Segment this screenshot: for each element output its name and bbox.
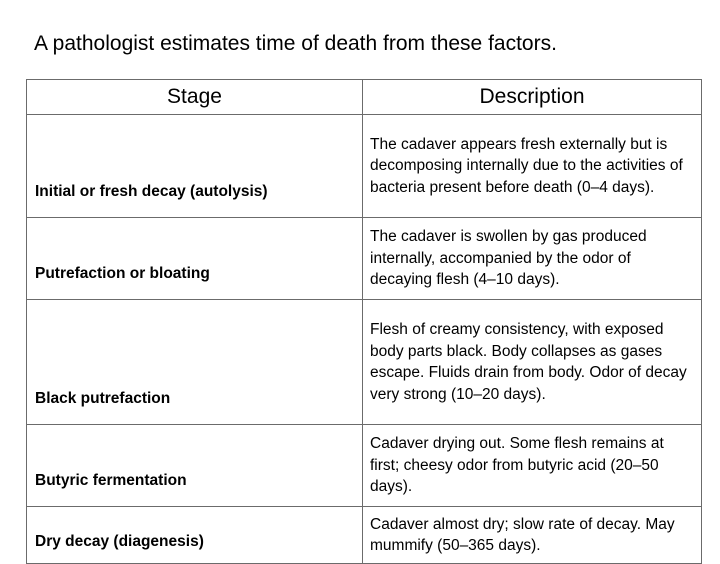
stage-cell: Initial or fresh decay (autolysis) <box>27 115 363 218</box>
table-header-row <box>27 80 702 115</box>
table-row <box>27 218 702 300</box>
column-header-description: Description <box>363 80 702 115</box>
table-row <box>27 115 702 218</box>
table-row <box>27 425 702 507</box>
table-row <box>27 300 702 425</box>
table-row <box>27 507 702 564</box>
stage-cell: Black putrefaction <box>27 300 363 425</box>
description-cell: Cadaver almost dry; slow rate of decay. May mummify (50–365 days). <box>363 507 702 564</box>
column-header-stage: Stage <box>27 80 363 115</box>
stage-cell: Dry decay (diagenesis) <box>27 507 363 564</box>
stage-cell: Putrefaction or bloating <box>27 218 363 300</box>
description-cell: Cadaver drying out. Some flesh remains at first; cheesy odor from butyric acid (20–50 days). <box>363 425 702 507</box>
decomposition-stages-table <box>26 79 702 564</box>
stage-cell: Butyric fermentation <box>27 425 363 507</box>
page-title: A pathologist estimates time of death from these factors. <box>34 32 557 55</box>
description-cell: The cadaver appears fresh externally but is decomposing internally due to the activities of bacteria present before death (0–4 days). <box>363 115 702 218</box>
description-cell: Flesh of creamy consistency, with exposed body parts black. Body collapses as gases escape. Fluids drain from body. Odor of decay very strong (10–20 days). <box>363 300 702 425</box>
description-cell: The cadaver is swollen by gas produced internally, accompanied by the odor of decaying flesh (4–10 days). <box>363 218 702 300</box>
